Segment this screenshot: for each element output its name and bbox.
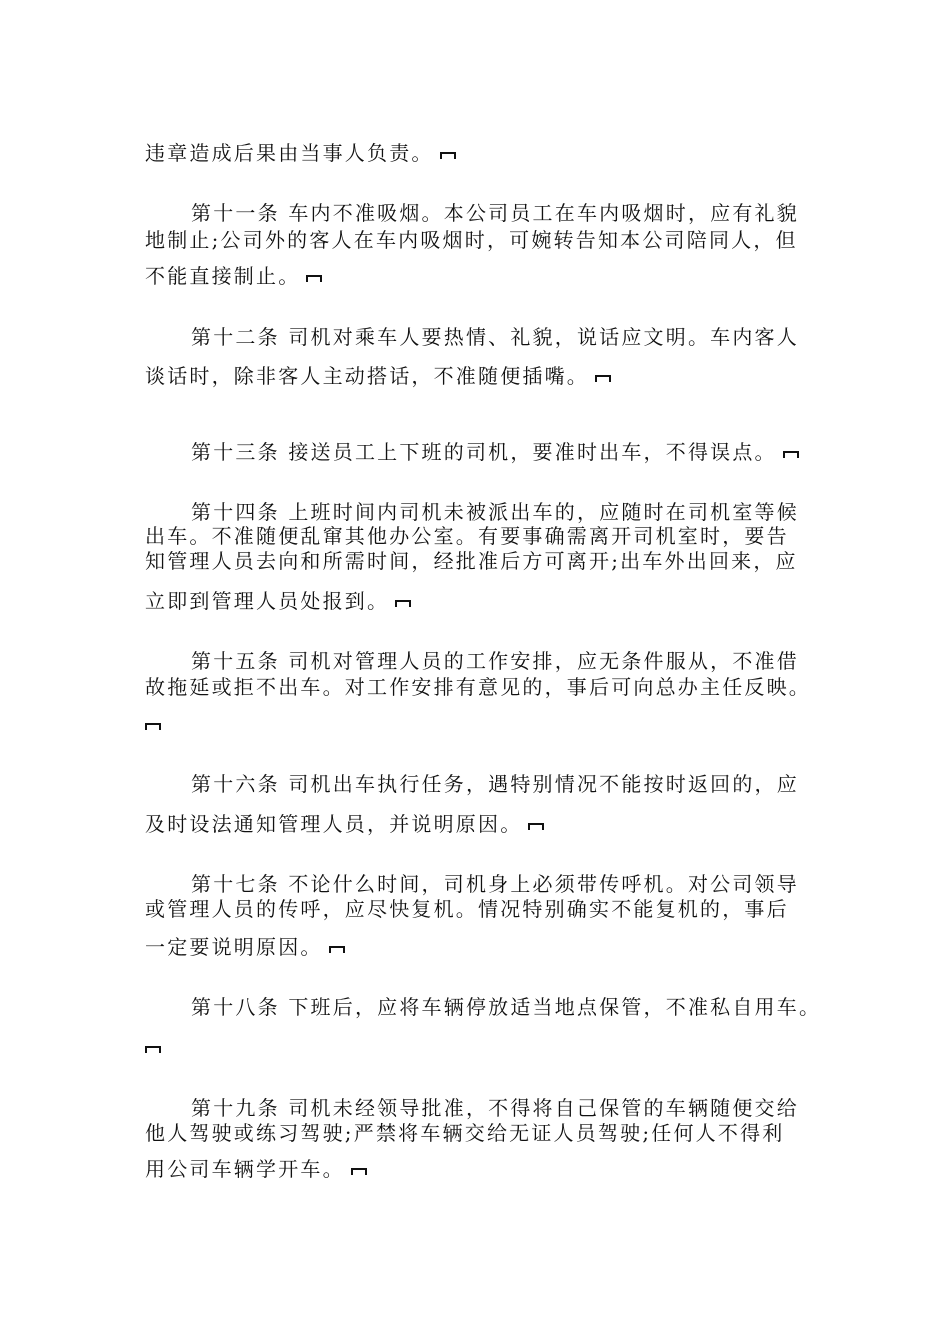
article-18-mark-line xyxy=(145,1035,161,1059)
paragraph-mark-icon xyxy=(351,1168,367,1175)
paragraph-mark-icon xyxy=(440,152,456,159)
article-12-line-2: 谈话时，除非客人主动搭话，不准随便插嘴。 xyxy=(145,364,611,388)
paragraph-mark-icon xyxy=(306,275,322,282)
article-17-line-2: 或管理人员的传呼，应尽快复机。情况特别确实不能复机的，事后 xyxy=(145,897,789,921)
article-12-line-1: 第十二条 司机对乘车人要热情、礼貌，说话应文明。车内客人 xyxy=(191,325,799,349)
paragraph-mark-icon xyxy=(329,946,345,953)
article-16-line-1: 第十六条 司机出车执行任务，遇特别情况不能按时返回的，应 xyxy=(191,772,799,796)
article-11-line-2: 地制止;公司外的客人在车内吸烟时，可婉转告知本公司陪同人，但 xyxy=(145,228,798,252)
article-14-line-1: 第十四条 上班时间内司机未被派出车的，应随时在司机室等候 xyxy=(191,500,799,524)
article-13-line-1: 第十三条 接送员工上下班的司机，要准时出车，不得误点。 xyxy=(191,440,799,464)
article-14-line-2: 出车。不准随便乱窜其他办公室。有要事确需离开司机室时，要告 xyxy=(145,524,789,548)
paragraph-mark-icon xyxy=(145,1046,161,1053)
article-14-line-3: 知管理人员去向和所需时间，经批准后方可离开;出车外出回来，应 xyxy=(145,549,798,573)
paragraph-mark-icon xyxy=(145,723,161,730)
article-18-line-1: 第十八条 下班后，应将车辆停放适当地点保管，不准私自用车。 xyxy=(191,995,822,1019)
article-11-line-3: 不能直接制止。 xyxy=(145,264,322,288)
article-17-line-1: 第十七条 不论什么时间，司机身上必须带传呼机。对公司领导 xyxy=(191,872,799,896)
paragraph-mark-icon xyxy=(783,451,799,458)
article-19-line-3: 用公司车辆学开车。 xyxy=(145,1157,367,1181)
article-11-line-1: 第十一条 车内不准吸烟。本公司员工在车内吸烟时，应有礼貌 xyxy=(191,201,799,225)
article-16-line-2: 及时设法通知管理人员，并说明原因。 xyxy=(145,812,544,836)
article-15-line-1: 第十五条 司机对管理人员的工作安排，应无条件服从，不准借 xyxy=(191,649,799,673)
paragraph-mark-icon xyxy=(595,375,611,382)
article-19-line-2: 他人驾驶或练习驾驶;严禁将车辆交给无证人员驾驶;任何人不得利 xyxy=(145,1121,785,1145)
article-15-mark-line xyxy=(145,712,161,736)
article-15-line-2: 故拖延或拒不出车。对工作安排有意见的，事后可向总办主任反映。 xyxy=(145,675,811,699)
paragraph-mark-icon xyxy=(528,823,544,830)
paragraph-line: 违章造成后果由当事人负责。 xyxy=(145,141,456,165)
paragraph-mark-icon xyxy=(395,600,411,607)
article-14-line-4: 立即到管理人员处报到。 xyxy=(145,589,411,613)
article-19-line-1: 第十九条 司机未经领导批准，不得将自己保管的车辆随便交给 xyxy=(191,1096,799,1120)
article-17-line-3: 一定要说明原因。 xyxy=(145,935,345,959)
